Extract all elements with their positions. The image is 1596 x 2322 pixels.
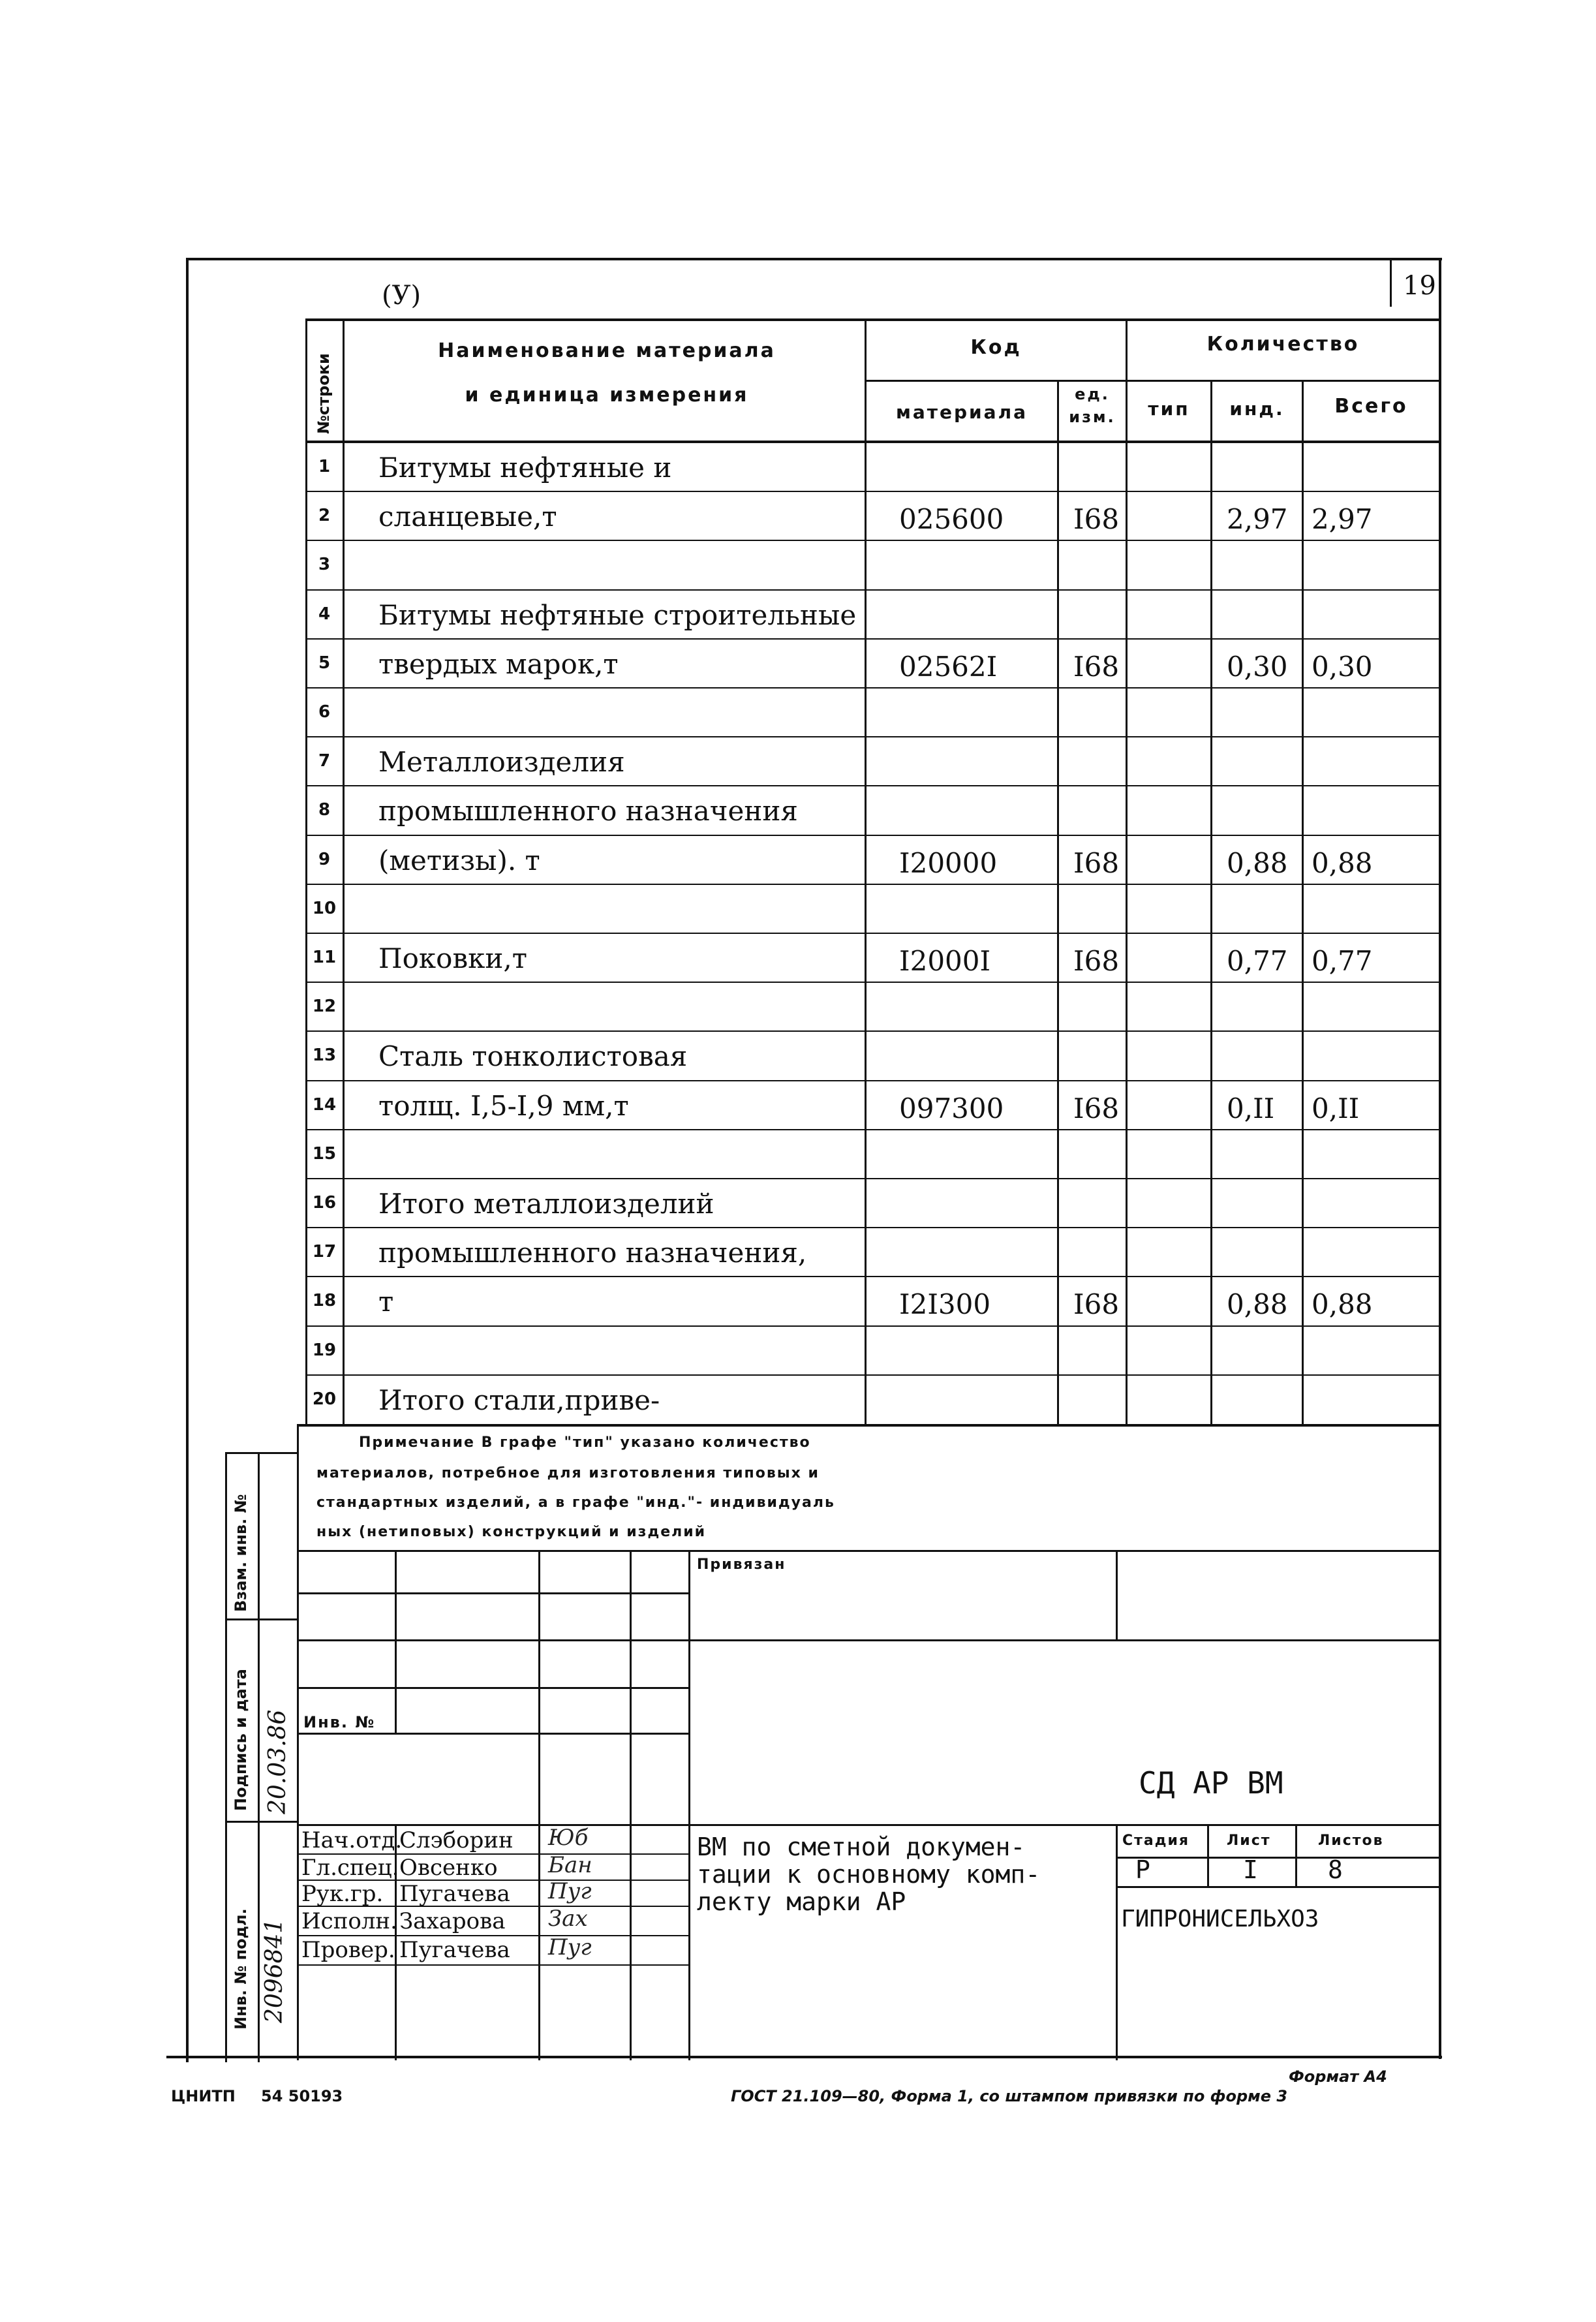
stamp-row-c [297, 1687, 688, 1689]
row-divider [307, 1325, 1439, 1327]
signer-role: Рук.гр. [301, 1881, 384, 1907]
side-strip-div2 [225, 1821, 297, 1823]
privyazan-label: Привязан [697, 1556, 786, 1573]
row-divider [307, 589, 1439, 591]
stamp-col3 [630, 1550, 632, 2060]
footer-left-org: ЦНИТП [171, 2087, 236, 2105]
row-divider [307, 638, 1439, 640]
row-divider [307, 736, 1439, 737]
signer-signature: Пуг [548, 1934, 592, 1960]
row-code: I2I300 [899, 1288, 991, 1321]
row-divider [307, 835, 1439, 836]
row-unit: I68 [1073, 650, 1120, 683]
stamp-stage-col1 [1207, 1824, 1209, 1886]
col-line-unit-right [1126, 318, 1128, 1426]
row-name: Итого стали,приве- [378, 1384, 660, 1416]
note-line1: Примечание В графе "тип" указано количество [359, 1434, 811, 1451]
signer-signature: Пуг [548, 1878, 592, 1904]
header-unit-line1: ед. [1075, 385, 1110, 403]
row-divider [307, 491, 1439, 492]
row-name: сланцевые,т [378, 501, 557, 533]
signer-signature: Бан [548, 1852, 592, 1878]
row-total: 0,II [1312, 1092, 1360, 1124]
stamp-col2 [538, 1550, 540, 2060]
table-bottom [297, 1424, 1439, 1427]
sheet-value: I [1243, 1855, 1258, 1884]
signer-role: Гл.спец. [301, 1855, 399, 1881]
side-value-date: 20.03.86 [264, 1709, 291, 1814]
sheets-label: Листов [1318, 1833, 1384, 1849]
sheets-value: 8 [1328, 1855, 1343, 1884]
side-strip-mid [258, 1452, 260, 2062]
header-code: Код [970, 336, 1022, 359]
row-name: Поковки,т [378, 942, 527, 974]
table-top [307, 318, 1439, 321]
table-subheader-line [865, 380, 1439, 382]
header-ind: инд. [1229, 398, 1285, 420]
row-number: 18 [312, 1291, 337, 1311]
signer-role: Исполн. [301, 1908, 397, 1934]
page-number-divider [1390, 258, 1392, 307]
row-unit: I68 [1073, 503, 1120, 536]
frame-right [1439, 258, 1441, 2059]
header-unit-line2: изм. [1069, 408, 1116, 426]
row-number: 8 [318, 800, 331, 820]
row-number: 14 [312, 1094, 337, 1115]
row-number: 19 [312, 1340, 337, 1360]
row-number: 12 [312, 997, 337, 1017]
stamp-privyazan-right [1116, 1550, 1118, 1641]
stamp-row-a [297, 1592, 688, 1594]
row-total: 0,88 [1312, 846, 1373, 879]
row-unit: I68 [1073, 846, 1120, 879]
stage-value: Р [1135, 1855, 1150, 1884]
signer-signature: Юб [548, 1825, 589, 1851]
row-name: Итого металлоизделий [378, 1188, 714, 1220]
stamp-title-right [1116, 1824, 1118, 2060]
header-row-number: №строки [315, 353, 333, 434]
row-unit: I68 [1073, 1092, 1120, 1124]
col-line-type-right [1210, 380, 1212, 1426]
col-line-ind-right [1302, 380, 1304, 1426]
row-name: Металлоизделия [378, 746, 625, 779]
stamp-col1 [395, 1550, 397, 1733]
row-total: 0,88 [1312, 1288, 1373, 1321]
frame-top [186, 258, 1442, 260]
row-divider [307, 1030, 1439, 1032]
col-line-num-left [305, 318, 307, 1426]
row-name: твердых марок,т [378, 647, 619, 680]
footer-left-number: 54 50193 [261, 2087, 343, 2105]
inv-no-label: Инв. № [303, 1713, 376, 1731]
row-unit: I68 [1073, 945, 1120, 977]
note-line2: материалов, потребное для изготовления типовых и [316, 1465, 820, 1481]
note-line3: стандартных изделий, а в графе "инд."- индивидуаль [316, 1494, 835, 1511]
stamp-stage-values-bottom [1116, 1886, 1439, 1888]
page-number: 19 [1403, 271, 1436, 301]
row-name: т [378, 1286, 394, 1318]
row-unit: I68 [1073, 1288, 1120, 1321]
organization: ГИПРОНИСЕЛЬХОЗ [1121, 1906, 1319, 1932]
row-code: 025600 [899, 503, 1004, 536]
side-strip-left [225, 1452, 227, 2062]
row-ind: 2,97 [1227, 503, 1288, 536]
row-number: 1 [318, 457, 331, 476]
title-line3: лекту марки АР [697, 1887, 906, 1916]
stamp-stage-col2 [1295, 1824, 1297, 1886]
signer-role: Провер. [301, 1937, 395, 1963]
row-divider [307, 933, 1439, 934]
row-divider [307, 1227, 1439, 1228]
stamp-privyazan-bottom [688, 1639, 1439, 1641]
header-material: материала [896, 401, 1028, 423]
row-number: 17 [312, 1242, 337, 1262]
row-divider [307, 982, 1439, 983]
row-number: 15 [312, 1143, 337, 1164]
row-divider [307, 1276, 1439, 1277]
side-strip-div1 [225, 1618, 297, 1620]
row-code: I2000I [899, 945, 991, 977]
row-code: 097300 [899, 1092, 1004, 1124]
row-number: 13 [312, 1045, 337, 1066]
side-value-inv-podl: 2096841 [261, 1918, 288, 2023]
format-label: Формат А4 [1289, 2067, 1387, 2086]
header-quantity: Количество [1206, 333, 1360, 356]
row-number: 9 [318, 849, 331, 869]
row-ind: 0,88 [1227, 846, 1288, 879]
row-divider [307, 1129, 1439, 1130]
row-name: Сталь тонколистовая [378, 1040, 688, 1073]
stage-label: Стадия [1122, 1833, 1190, 1849]
row-divider [307, 884, 1439, 885]
row-divider [307, 785, 1439, 786]
document-code: СД АР ВМ [1139, 1765, 1283, 1801]
row-divider [307, 1178, 1439, 1179]
row-divider [307, 540, 1439, 541]
row-name: толщ. I,5-I,9 мм,т [378, 1089, 629, 1122]
row-code: 02562I [899, 650, 998, 683]
stamp-stage-row-bottom [1116, 1857, 1439, 1859]
row-number: 2 [318, 506, 331, 526]
header-type: тип [1148, 398, 1190, 420]
row-name: промышленного назначения [378, 795, 798, 828]
footer-gost: ГОСТ 21.109—80, Форма 1, со штампом привязки по форме 3 [731, 2087, 1288, 2105]
row-divider [307, 1080, 1439, 1081]
side-strip-top [225, 1452, 297, 1454]
row-number: 16 [312, 1193, 337, 1213]
row-name: Битумы нефтяные строительные [378, 598, 857, 631]
signer-name: Овсенко [399, 1855, 498, 1881]
people-row-5 [297, 1964, 688, 1966]
row-code: I20000 [899, 846, 998, 879]
table-header-bottom [307, 441, 1439, 443]
row-total: 2,97 [1312, 503, 1373, 536]
stamp-main-top [297, 1824, 1439, 1826]
row-number: 11 [312, 948, 337, 967]
signer-name: Захарова [399, 1908, 506, 1934]
header-total: Всего [1334, 395, 1408, 418]
col-line-name-right [865, 318, 867, 1426]
stamp-col4 [688, 1550, 690, 2060]
row-name: Битумы нефтяные и [378, 452, 672, 484]
row-number: 20 [312, 1389, 337, 1409]
side-label-inv-podl: Инв. № подл. [232, 1908, 250, 2030]
stamp-row-d [297, 1733, 688, 1735]
sheet-label: Лист [1227, 1833, 1271, 1849]
signer-name: Пугачева [399, 1937, 510, 1963]
signer-name: Пугачева [399, 1881, 510, 1907]
row-divider [307, 687, 1439, 689]
col-line-code-right [1057, 380, 1059, 1426]
row-ind: 0,II [1227, 1092, 1275, 1124]
side-label-podpis: Подпись и дата [232, 1669, 250, 1811]
row-ind: 0,30 [1227, 650, 1288, 683]
header-name-line2: и единица измерения [465, 384, 749, 407]
header-name-line1: Наименование материала [438, 339, 776, 362]
stamp-row-b [297, 1639, 688, 1641]
frame-bottom [166, 2056, 1442, 2058]
signer-name: Слэборин [399, 1827, 514, 1853]
frame-left [186, 258, 189, 2062]
row-ind: 0,88 [1227, 1288, 1288, 1321]
row-number: 10 [312, 898, 337, 918]
stamp-top [297, 1550, 1439, 1552]
row-name: промышленного назначения, [378, 1237, 807, 1269]
signer-signature: Зах [548, 1906, 588, 1932]
row-divider [307, 1374, 1439, 1376]
row-number: 3 [318, 555, 331, 575]
row-name: (метизы). т [378, 844, 540, 876]
row-total: 0,77 [1312, 945, 1373, 977]
side-label-vzam: Взам. инв. № [232, 1494, 250, 1612]
note-line4: ных (нетиповых) конструкций и изделий [316, 1524, 707, 1540]
corner-mark: (У) [382, 281, 422, 311]
row-number: 5 [318, 653, 331, 673]
people-row-4 [297, 1935, 688, 1936]
row-ind: 0,77 [1227, 945, 1288, 977]
title-line1: ВМ по сметной докумен- [697, 1833, 1026, 1861]
row-number: 4 [318, 604, 331, 624]
row-number: 6 [318, 702, 331, 722]
signer-role: Нач.отд. [301, 1827, 403, 1853]
row-number: 7 [318, 751, 331, 771]
row-total: 0,30 [1312, 650, 1373, 683]
title-line2: тации к основному комп- [697, 1860, 1041, 1889]
col-line-num-right [343, 318, 345, 1426]
